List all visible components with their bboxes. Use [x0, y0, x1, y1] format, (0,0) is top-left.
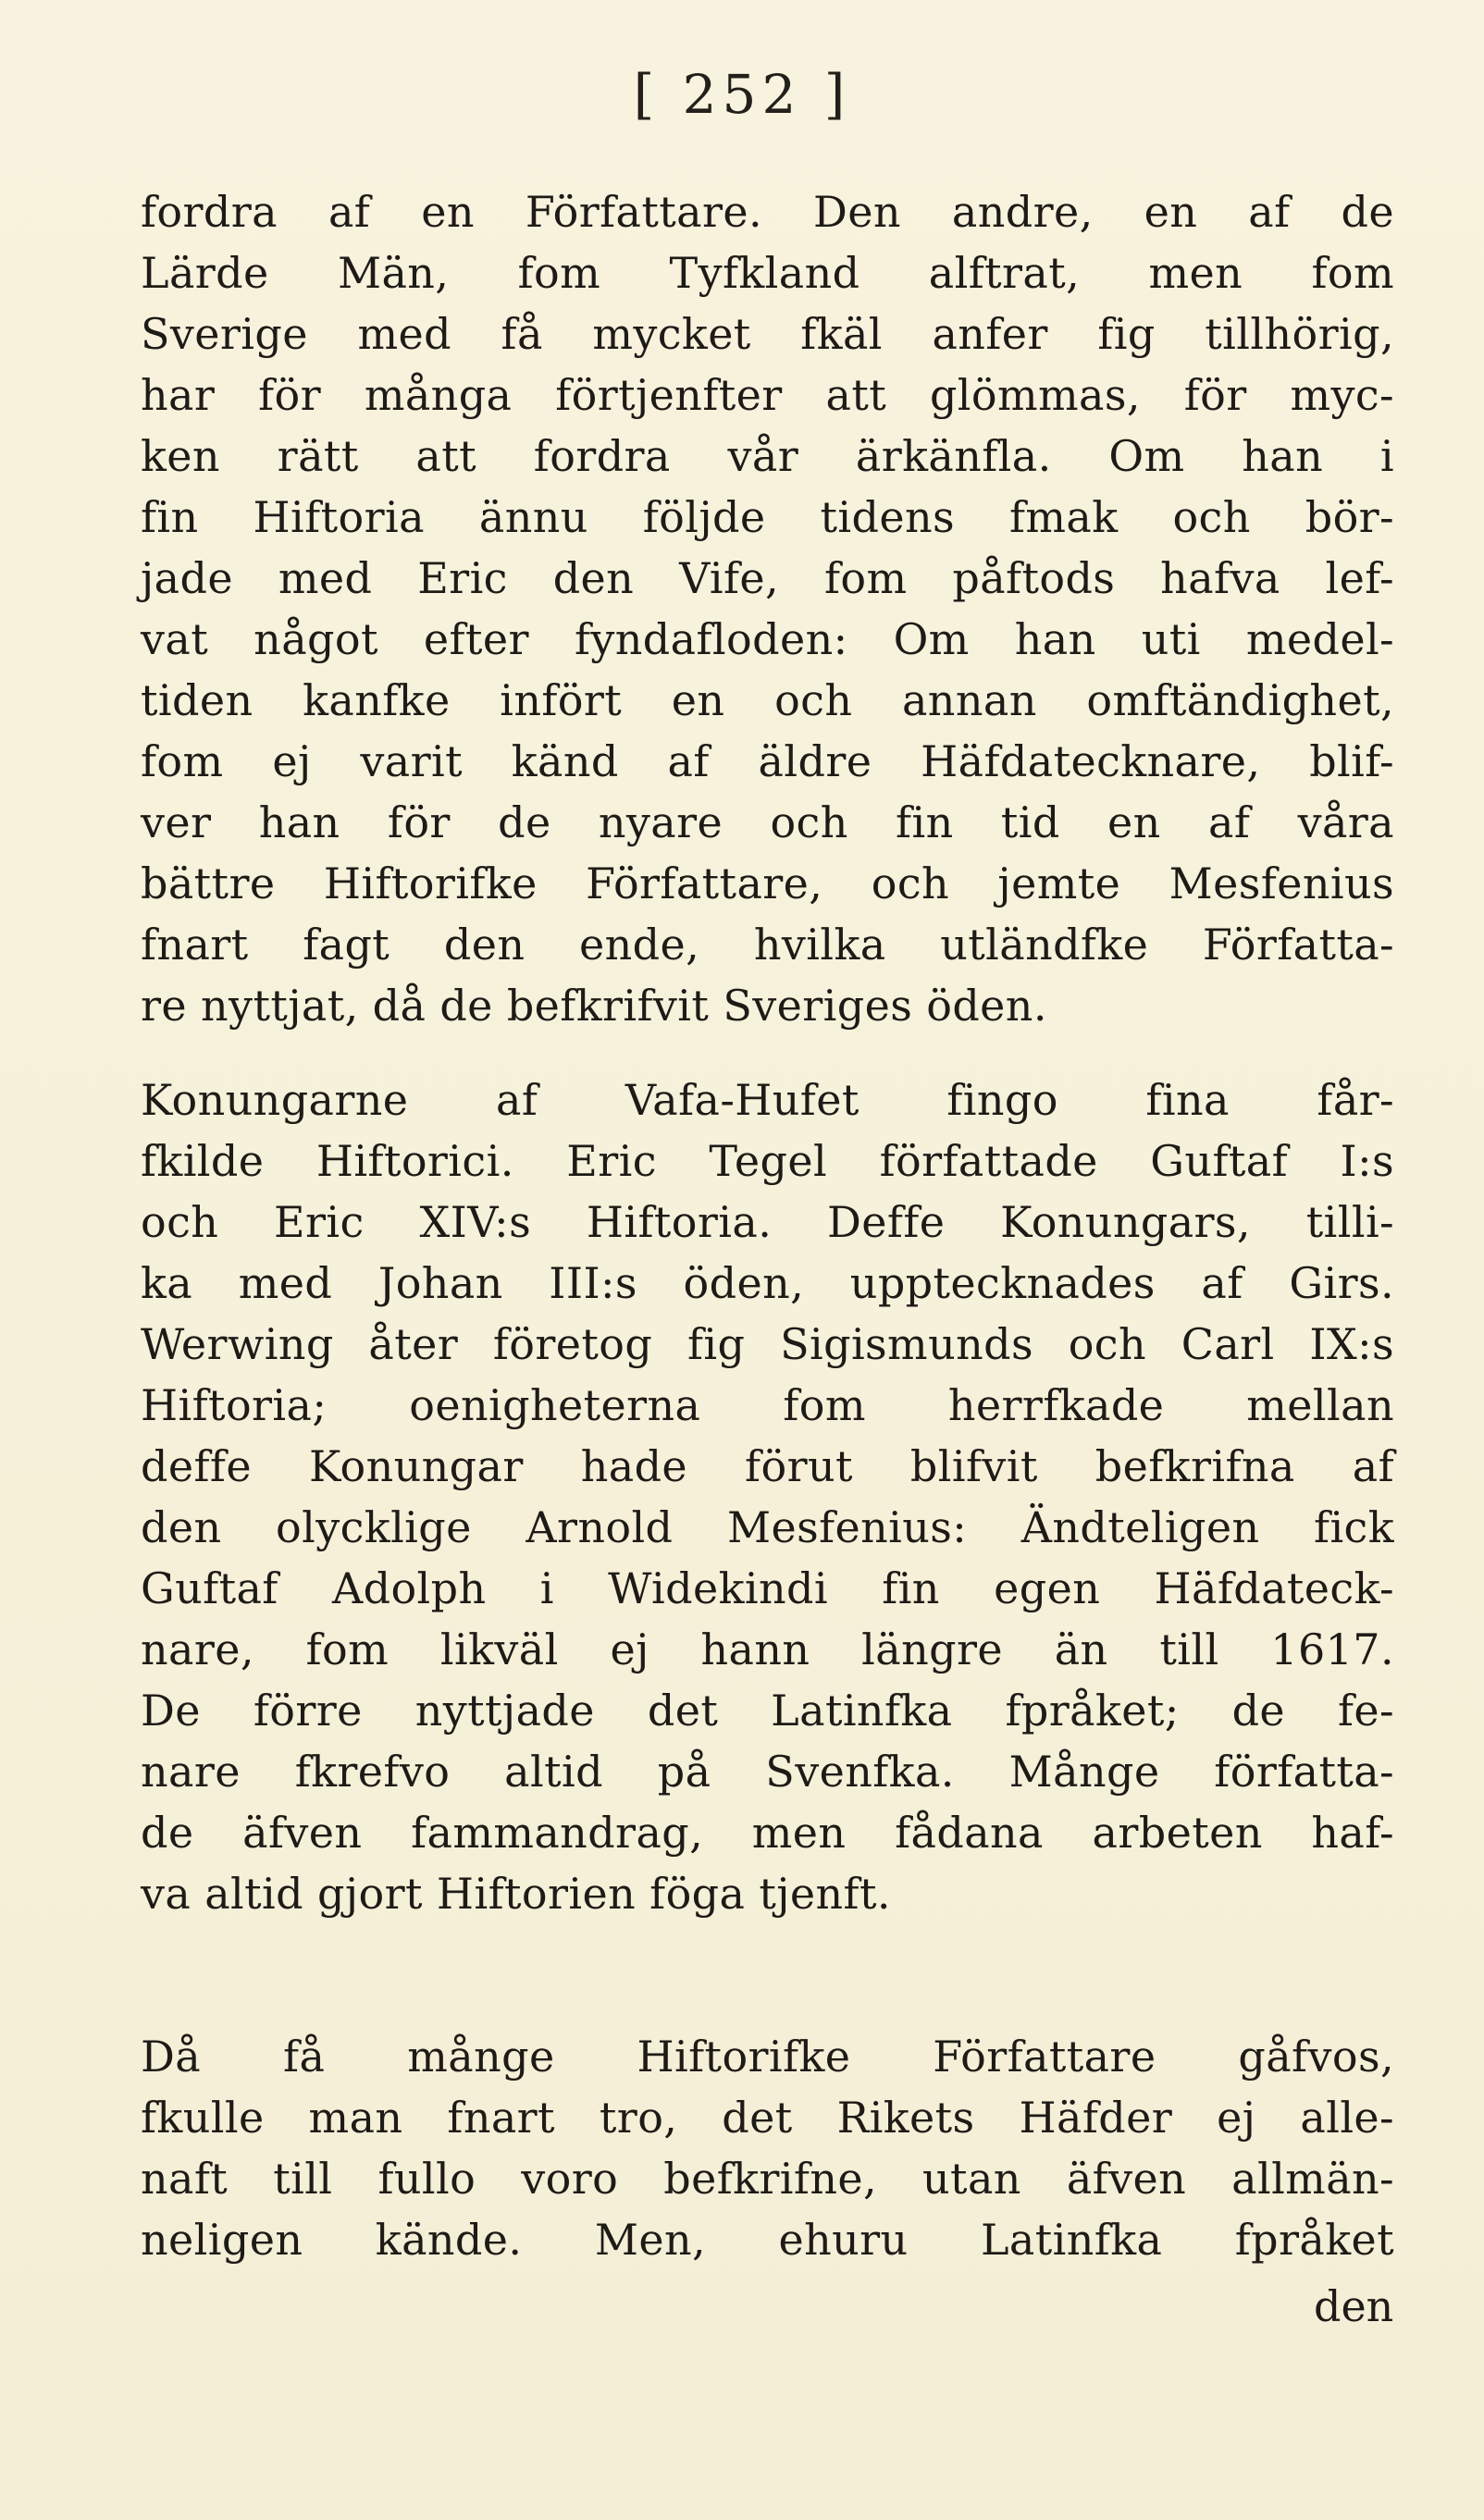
- text-line: den olycklige Arnold Mesfenius: Ändteligen fick: [141, 1502, 1394, 1552]
- text-line: fkilde Hiftorici. Eric Tegel författade Guftaf I:s: [141, 1136, 1394, 1186]
- text-line: Konungarne af Vafa-Hufet fingo fina får-: [141, 1075, 1394, 1125]
- text-line: fkulle man fnart tro, det Rikets Häfder ej alle-: [141, 2093, 1394, 2143]
- text-line: tiden kanfke infört en och annan omftändighet,: [141, 675, 1394, 725]
- text-line: re nyttjat, då de befkrifvit Sveriges öden.: [141, 981, 1047, 1031]
- text-line: bättre Hiftorifke Författare, och jemte Mesfenius: [141, 859, 1394, 908]
- catchword: den: [1314, 2281, 1394, 2331]
- text-line: har för många förtjenfter att glömmas, för myc-: [141, 370, 1394, 420]
- text-line: va altid gjort Hiftorien föga tjenft.: [141, 1869, 891, 1919]
- paragraph-3: [141, 2026, 1394, 2270]
- text-line: Hiftoria; oenigheterna fom herrfkade mellan: [141, 1380, 1394, 1430]
- text-line: naft till fullo voro befkrifne, utan äfven allmän-: [141, 2154, 1394, 2204]
- text-line: nare fkrefvo altid på Svenfka. Månge författa-: [141, 1747, 1394, 1797]
- text-line: deffe Konungar hade förut blifvit befkrifna af: [141, 1441, 1394, 1491]
- page-number-header: [ 252 ]: [633, 63, 851, 126]
- text-line: de äfven fammandrag, men fådana arbeten haf-: [141, 1808, 1394, 1858]
- text-line: ver han för de nyare och fin tid en af våra: [141, 797, 1394, 847]
- text-line: nare, fom likväl ej hann längre än till 1617.: [141, 1624, 1394, 1674]
- text-line: Werwing åter företog fig Sigismunds och Carl IX:s: [141, 1319, 1394, 1369]
- text-line: De förre nyttjade det Latinfka fpråket; de fe-: [141, 1686, 1394, 1736]
- text-line: ken rätt att fordra vår ärkänfla. Om han i: [141, 431, 1394, 481]
- text-line: och Eric XIV:s Hiftoria. Deffe Konungars, tilli-: [141, 1197, 1394, 1247]
- text-line: vat något efter fyndafloden: Om han uti medel-: [141, 614, 1394, 664]
- text-line: fin Hiftoria ännu följde tidens fmak och bör-: [141, 492, 1394, 542]
- text-line: fnart fagt den ende, hvilka utländfke Författa-: [141, 920, 1394, 970]
- text-line: fordra af en Författare. Den andre, en af de: [141, 187, 1394, 237]
- text-line: Lärde Män, fom Tyfkland alftrat, men fom: [141, 248, 1394, 298]
- text-line: Sverige med få mycket fkäl anfer fig tillhörig,: [141, 309, 1394, 359]
- text-line: fom ej varit känd af äldre Häfdatecknare, blif-: [141, 736, 1394, 786]
- text-line: jade med Eric den Vife, fom påftods hafva lef-: [141, 553, 1394, 603]
- paragraph-1: [141, 181, 1394, 1036]
- paragraph-2: [141, 1069, 1394, 1924]
- text-line: Guftaf Adolph i Widekindi fin egen Häfdateck-: [141, 1563, 1394, 1613]
- text-line: Då få månge Hiftorifke Författare gåfvos,: [141, 2032, 1394, 2081]
- text-line: ka med Johan III:s öden, upptecknades af Girs.: [141, 1258, 1394, 1308]
- text-line: neligen kände. Men, ehuru Latinfka fpråket: [141, 2215, 1394, 2265]
